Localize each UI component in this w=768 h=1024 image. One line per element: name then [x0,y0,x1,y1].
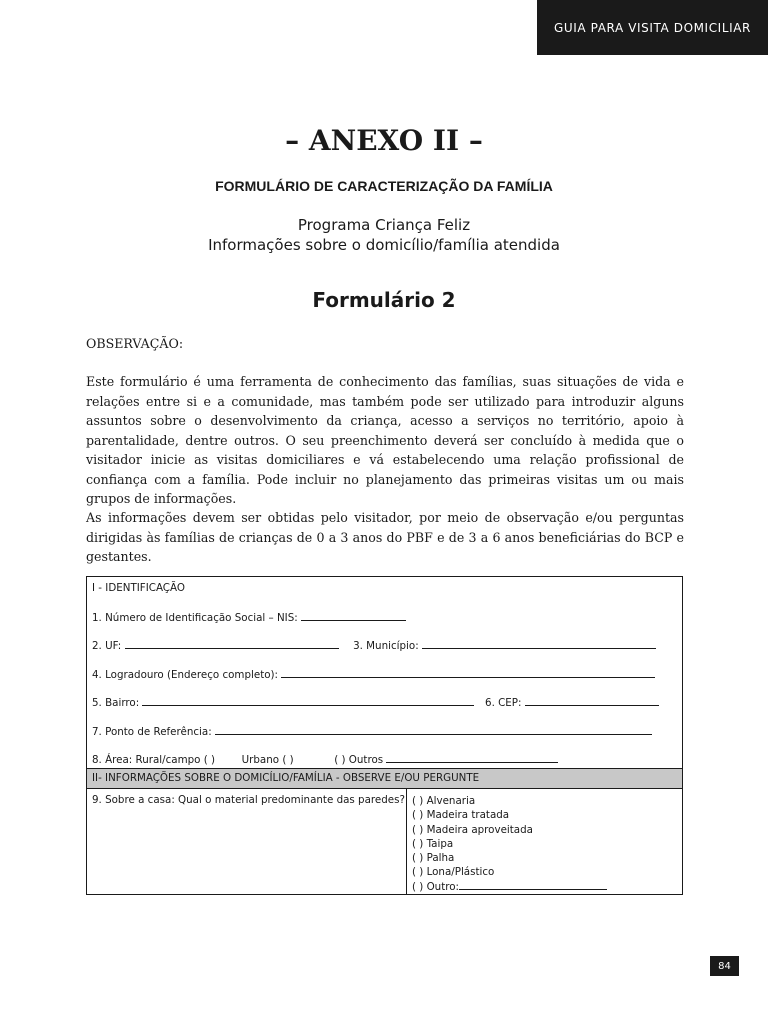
q9-outro-input-line[interactable] [459,880,607,890]
uf-input-line[interactable] [125,639,339,649]
logradouro-input-line[interactable] [281,668,655,678]
form-title: FORMULÁRIO DE CARACTERIZAÇÃO DA FAMÍLIA [215,178,553,194]
q9-option-outro[interactable]: ( ) Outro: [412,880,460,893]
logradouro-label: 4. Logradouro (Endereço completo): [92,669,279,681]
section2-title-bar: II- INFORMAÇÕES SOBRE O DOMICÍLIO/FAMÍLIA - OBSERVE E/OU PERGUNTE [87,768,682,789]
referencia-row [92,725,652,738]
observation-label: OBSERVAÇÃO: [86,336,184,351]
nis-label: 1. Número de Identificação Social – NIS: [92,612,298,624]
q9-option-madeira-aproveitada[interactable]: ( ) Madeira aproveitada [412,823,533,836]
family-form-table [86,576,683,895]
area-urbano-option[interactable]: Urbano ( ) [241,754,294,766]
form-number-heading: Formulário 2 [312,288,456,312]
q9-option-taipa[interactable]: ( ) Taipa [412,837,454,850]
area-rural-option[interactable]: Rural/campo ( ) [135,754,216,766]
uf-label: 2. UF: [92,640,122,652]
page-number-badge [710,956,739,976]
guide-header-band [537,0,768,55]
section1-title: I - IDENTIFICAÇÃO [92,582,185,594]
q9-question: 9. Sobre a casa: Qual o material predominante das paredes? [92,794,405,806]
cep-label: 6. CEP: [485,697,522,709]
guide-title: GUIA PARA VISITA DOMICILIAR [554,20,751,35]
referencia-input-line[interactable] [215,725,652,735]
nis-field-row [92,611,406,624]
q9-options-list [412,794,607,894]
instructions-paragraph: As informações devem ser obtidas pelo visitador, por meio de observação e/ou perguntas dirigidas às famílias de crianças de 0 a 3 anos do PBF e de 3 a 6 anos beneficiárias do BCP e gestantes. [86,510,684,564]
q9-option-lona-plastico[interactable]: ( ) Lona/Plástico [412,866,495,879]
q9-option-palha[interactable]: ( ) Palha [412,852,455,865]
page-number: 84 [718,960,731,972]
nis-input-line[interactable] [301,611,406,621]
area-label: 8. Área: [92,754,133,766]
bairro-cep-row [92,696,659,709]
area-row [92,753,558,766]
logradouro-row [92,668,655,681]
q9-option-outro-row [412,880,607,894]
municipio-input-line[interactable] [422,639,656,649]
q9-column-divider [406,789,407,894]
municipio-label: 3. Município: [353,640,419,652]
program-name: Programa Criança Feliz [297,216,471,234]
cep-input-line[interactable] [525,696,659,706]
intro-paragraph: Este formulário é uma ferramenta de conhecimento das famílias, suas situações de vida e relações entre si e a comunidade, mas também pode ser utilizado para introduzir alguns assuntos sobre o desenvolvimento da criança, acesso a serviços no território, apoio à parentalidade, dentre outros. O seu preenchimento deverá ser concluído à medida que o visitador inicie as visitas domiciliares e vá estabelecendo uma relação profissional de confiança com a família. Pode incluir no planejamento das primeiras visitas um ou mais grupos de informações. [86,374,684,506]
program-subtitle: Informações sobre o domicílio/família atendida [208,236,560,254]
annex-title: – ANEXO II – [285,124,483,157]
q9-option-madeira-tratada[interactable]: ( ) Madeira tratada [412,809,510,822]
area-outros-option[interactable]: ( ) Outros [334,754,384,766]
bairro-label: 5. Bairro: [92,697,140,709]
referencia-label: 7. Ponto de Referência: [92,726,212,738]
area-outros-input-line[interactable] [386,753,558,763]
q9-option-alvenaria[interactable]: ( ) Alvenaria [412,795,476,807]
bairro-input-line[interactable] [142,696,474,706]
uf-municipio-row [92,639,656,652]
